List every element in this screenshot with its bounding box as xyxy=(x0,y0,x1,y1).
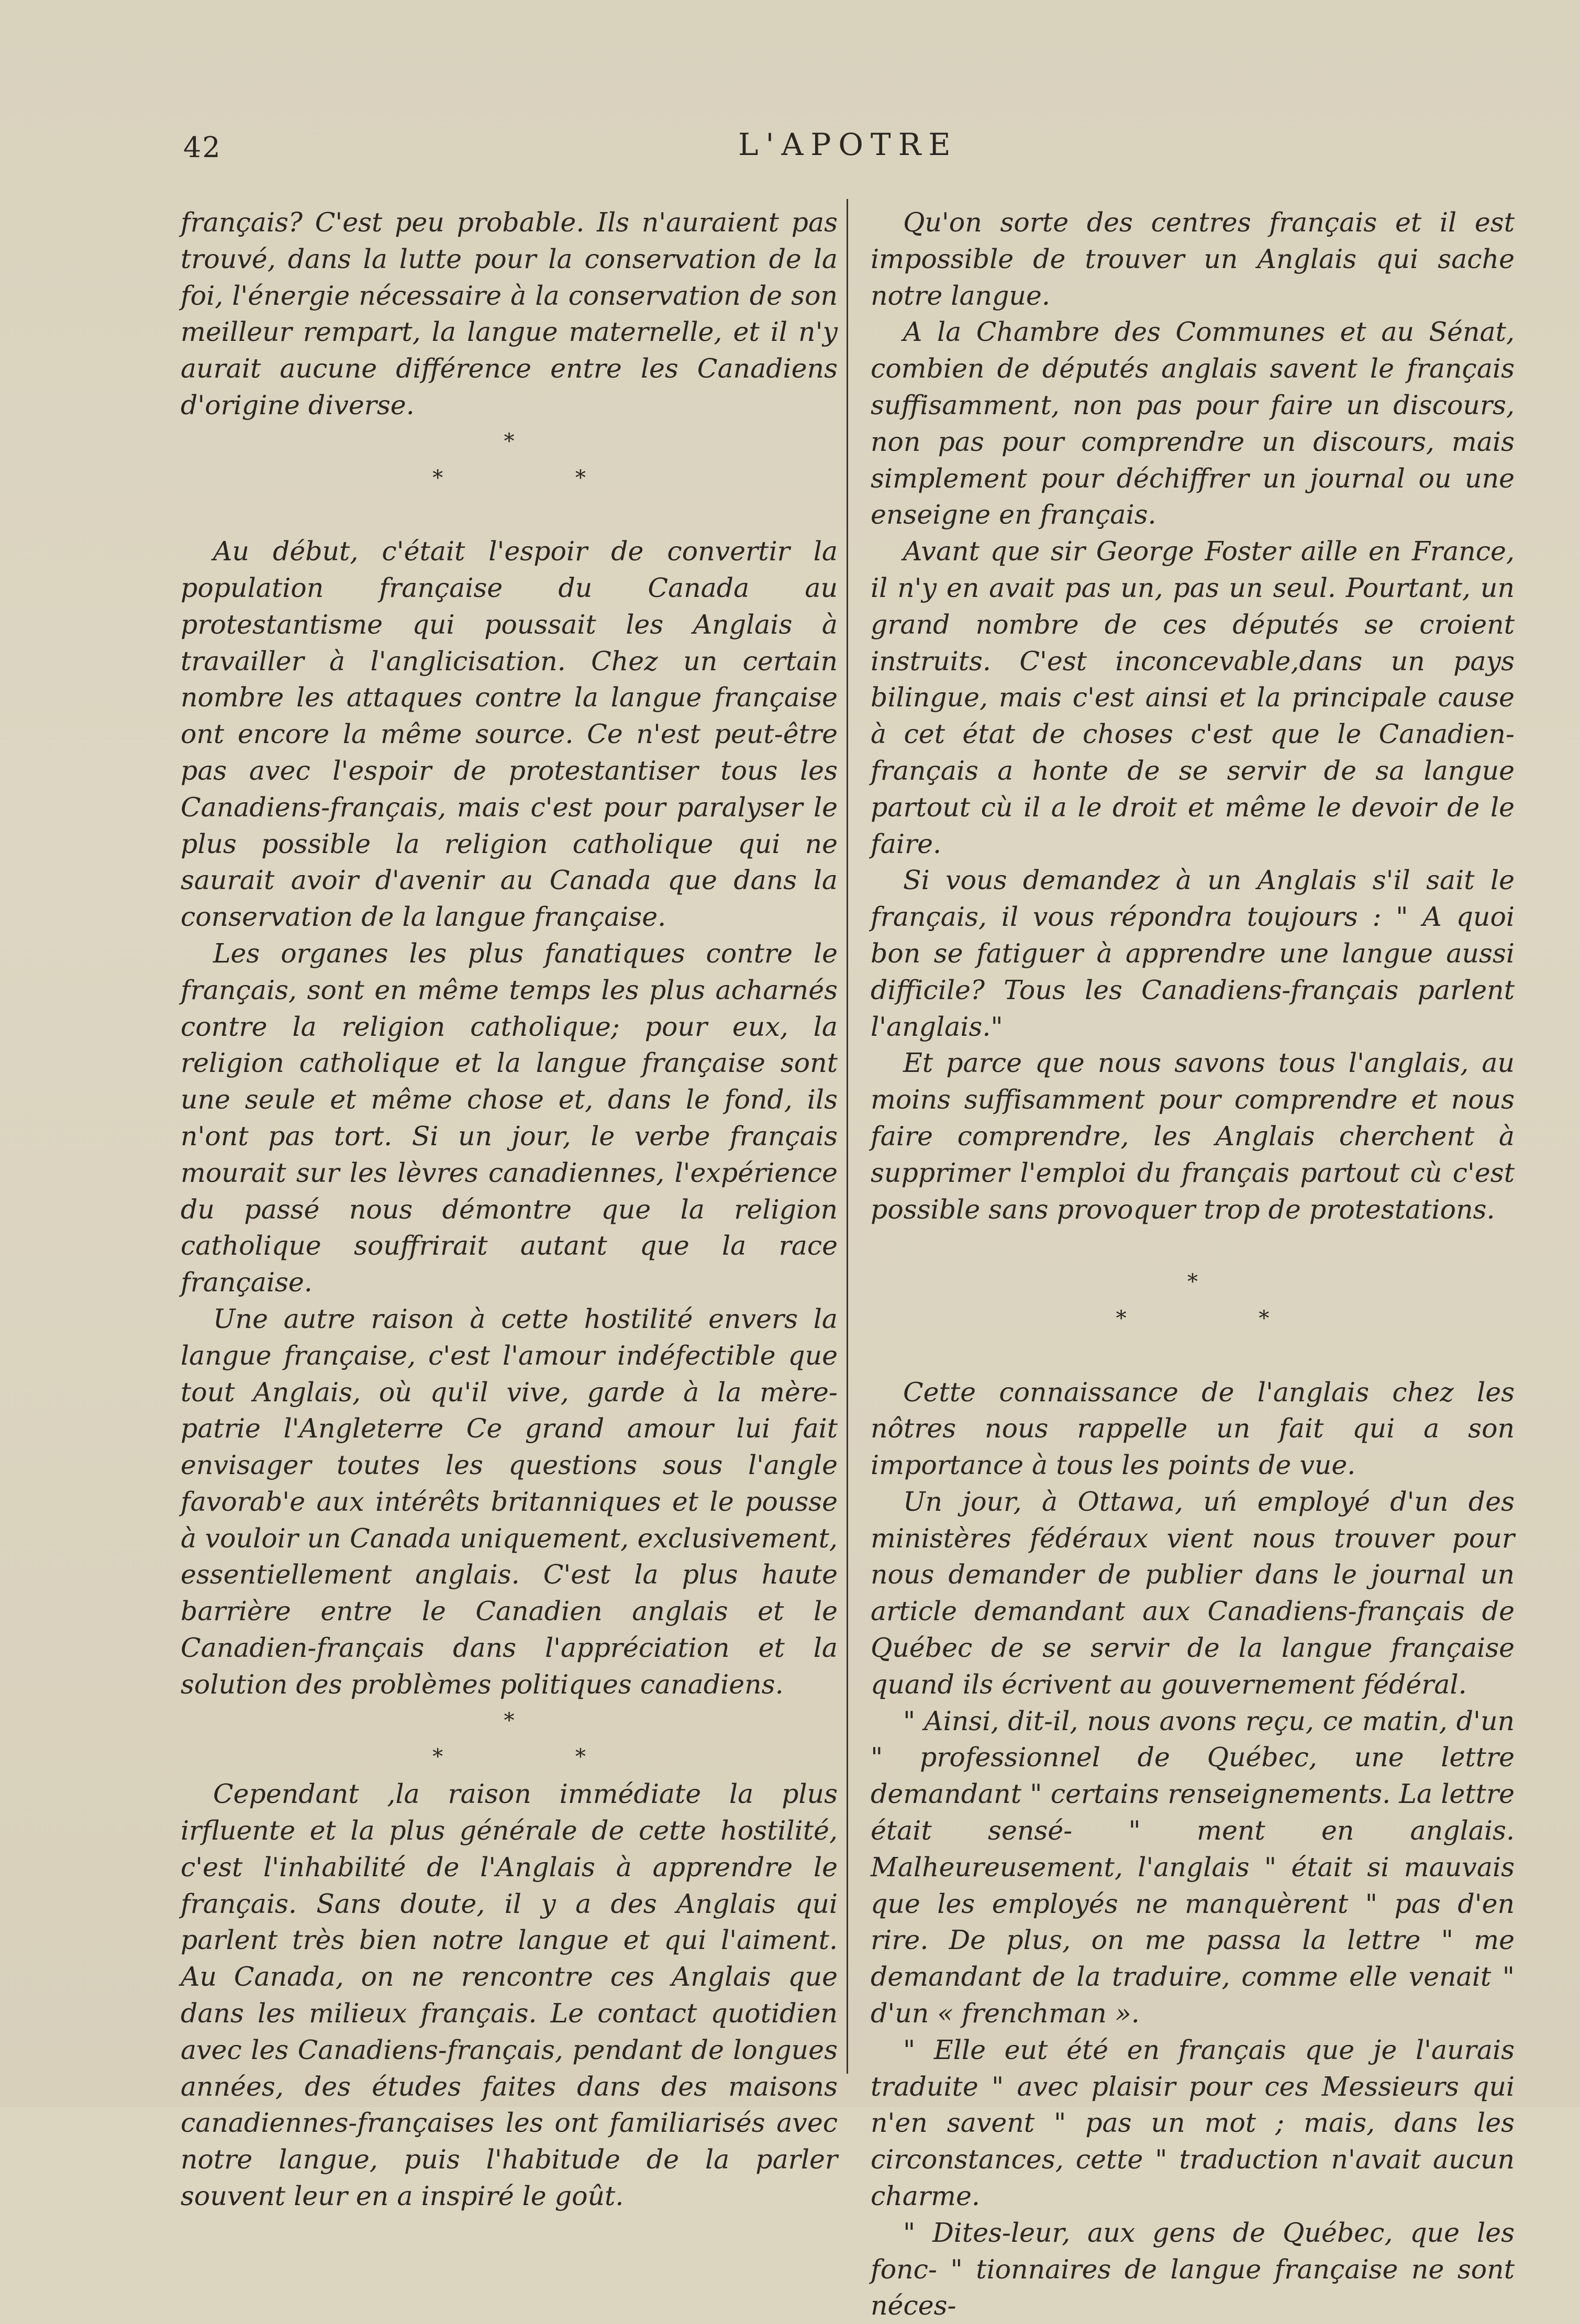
right-paragraph-6: Cette connaissance de l'anglais chez les nôtres nous rappelle un fait qui a son importance à tous les points de vue. xyxy=(871,1376,1515,1481)
page-number: 42 xyxy=(183,131,221,164)
left-paragraph-1: français? C'est peu probable. Ils n'auraient pas trouvé, dans la lutte pour la conservation de la foi, l'énergie nécessaire à la conservation de son meilleur rempart, la langue maternelle, et il n'y aurait aucune différence entre les Canadiens d'origine diverse. xyxy=(181,207,838,420)
right-paragraph-5: Et parce que nous savons tous l'anglais, au moins suffisamment pour comprendre et nous faire comprendre, les Anglais cherchent à supprimer l'emploi du français partout cù c'est possible sans provoquer trop de protestations. xyxy=(871,1047,1515,1225)
separator-star-pair: * * xyxy=(432,1745,649,1769)
left-column xyxy=(181,204,838,2215)
right-paragraph-2: A la Chambre des Communes et au Sénat, combien de députés anglais savent le français suffisamment, non pas pour faire un discours, non pas pour comprendre un discours, mais simplement pour déchiffrer un journal ou une enseigne en français. xyxy=(871,316,1515,530)
right-paragraph-8: " Ainsi, dit-il, nous avons reçu, ce matin, d'un " professionnel de Québec, une lettre demandant " certains renseignements. La lettre était sensé- " ment en anglais. Malheureusement, l'anglais " était si mauvais que les employés ne manquèrent " pas d'en rire. De plus, on me passa la lettre " me demandant de la traduire, comme elle venait " d'un « frenchman ». xyxy=(871,1705,1515,2029)
right-paragraph-9: " Elle eut été en français que je l'aurais traduite " avec plaisir pour ces Messieurs qui n'en savent " pas un mot ; mais, dans les circonstances, cette " traduction n'avait aucun charme. xyxy=(871,2034,1515,2212)
left-paragraph-5: Cependant ,la raison immédiate la plus irfluente et la plus générale de cette hostilité, c'est l'inhabilité de l'Anglais à apprendre le français. Sans doute, il y a des Anglais qui parlent très bien notre langue et qui l'aiment. Au Canada, on ne rencontre ces Anglais que dans les milieux français. Le contact quotidien avec les Canadiens-français, pendant de longues années, des études faites dans des maisons canadiennes-françaises les ont familiarisés avec notre langue, puis l'habitude de la parler souvent leur en a inspiré le goût. xyxy=(181,1778,838,2212)
section-separator xyxy=(871,1264,1515,1337)
page-header xyxy=(183,127,1544,173)
spacer xyxy=(871,1227,1515,1264)
column-divider xyxy=(847,199,848,2074)
right-paragraph-4: Si vous demandez à un Anglais s'il sait le français, il vous répondra toujours : " A quoi bon se fatiguer à apprendre une langue aussi difficile? Tous les Canadiens-français parlent l'anglais." xyxy=(871,865,1515,1042)
left-paragraph-3: Les organes les plus fanatiques contre le français, sont en même temps les plus acharnés contre la religion catholique; pour eux, la religion catholique et la langue française sont une seule et même chose et, dans le fond, ils n'ont pas tort. Si un jour, le verbe français mourait sur les lèvres canadiennes, l'expérience du passé nous démontre que la religion catholique souffrirait autant que la race française. xyxy=(181,937,838,1298)
right-paragraph-7: Un jour, à Ottawa, uń employé d'un des ministères fédéraux vient nous trouver pour nous demander de publier dans le journal un article demandant aux Canadiens-français de Québec de se servir de la langue française quand ils écrivent au gouvernement fédéral. xyxy=(871,1486,1515,1700)
right-paragraph-1: Qu'on sorte des centres français et il est impossible de trouver un Anglais qui sache notre langue. xyxy=(871,207,1515,311)
left-paragraph-4: Une autre raison à cette hostilité envers la langue française, c'est l'amour indéfectible que tout Anglais, où qu'il vive, garde à la mère-patrie l'Angleterre Ce grand amour lui fait envisager toutes les questions sous l'angle favorab'e aux intérêts britanniques et le pousse à vouloir un Canada uniquement, exclusivement, essentiellement anglais. C'est la plus haute barrière entre le Canadien anglais et le Canadien-français dans l'appréciation et la solution des problèmes politiques canadiens. xyxy=(181,1303,838,1700)
spacer xyxy=(871,1337,1515,1374)
section-separator xyxy=(181,1703,838,1776)
right-paragraph-10: " Dites-leur, aux gens de Québec, que les fonc- " tionnaires de langue française ne sont néces- xyxy=(871,2217,1515,2321)
journal-title: L'APOTRE xyxy=(738,127,958,162)
separator-star-pair: * * xyxy=(1116,1306,1332,1331)
separator-star-top: * xyxy=(504,1708,515,1733)
right-column xyxy=(871,204,1515,2324)
separator-star-pair: * * xyxy=(432,466,649,490)
left-paragraph-2: Au début, c'était l'espoir de convertir la population française du Canada au protestantisme qui poussait les Anglais à travailler à l'anglicisation. Chez un certain nombre les attaques contre la langue française ont encore la même source. Ce n'est peut-être pas avec l'espoir de protestantiser tous les Canadiens-français, mais c'est pour paralyser le plus possible la religion catholique qui ne saurait avoir d'avenir au Canada que dans la conservation de la langue française. xyxy=(181,536,838,933)
section-separator xyxy=(181,424,838,497)
spacer xyxy=(181,496,838,533)
separator-star-top: * xyxy=(504,429,515,453)
separator-star-top: * xyxy=(1187,1270,1198,1294)
right-paragraph-3: Avant que sir George Foster aille en France, il n'y en avait pas un, pas un seul. Pourtant, un grand nombre de ces députés se croient instruits. C'est inconcevable,dans un pays bilingue, mais c'est ainsi et la principale cause à cet état de choses c'est que le Canadien-français a honte de se servir de sa langue partout cù il a le droit et même le devoir de le faire. xyxy=(871,536,1515,859)
